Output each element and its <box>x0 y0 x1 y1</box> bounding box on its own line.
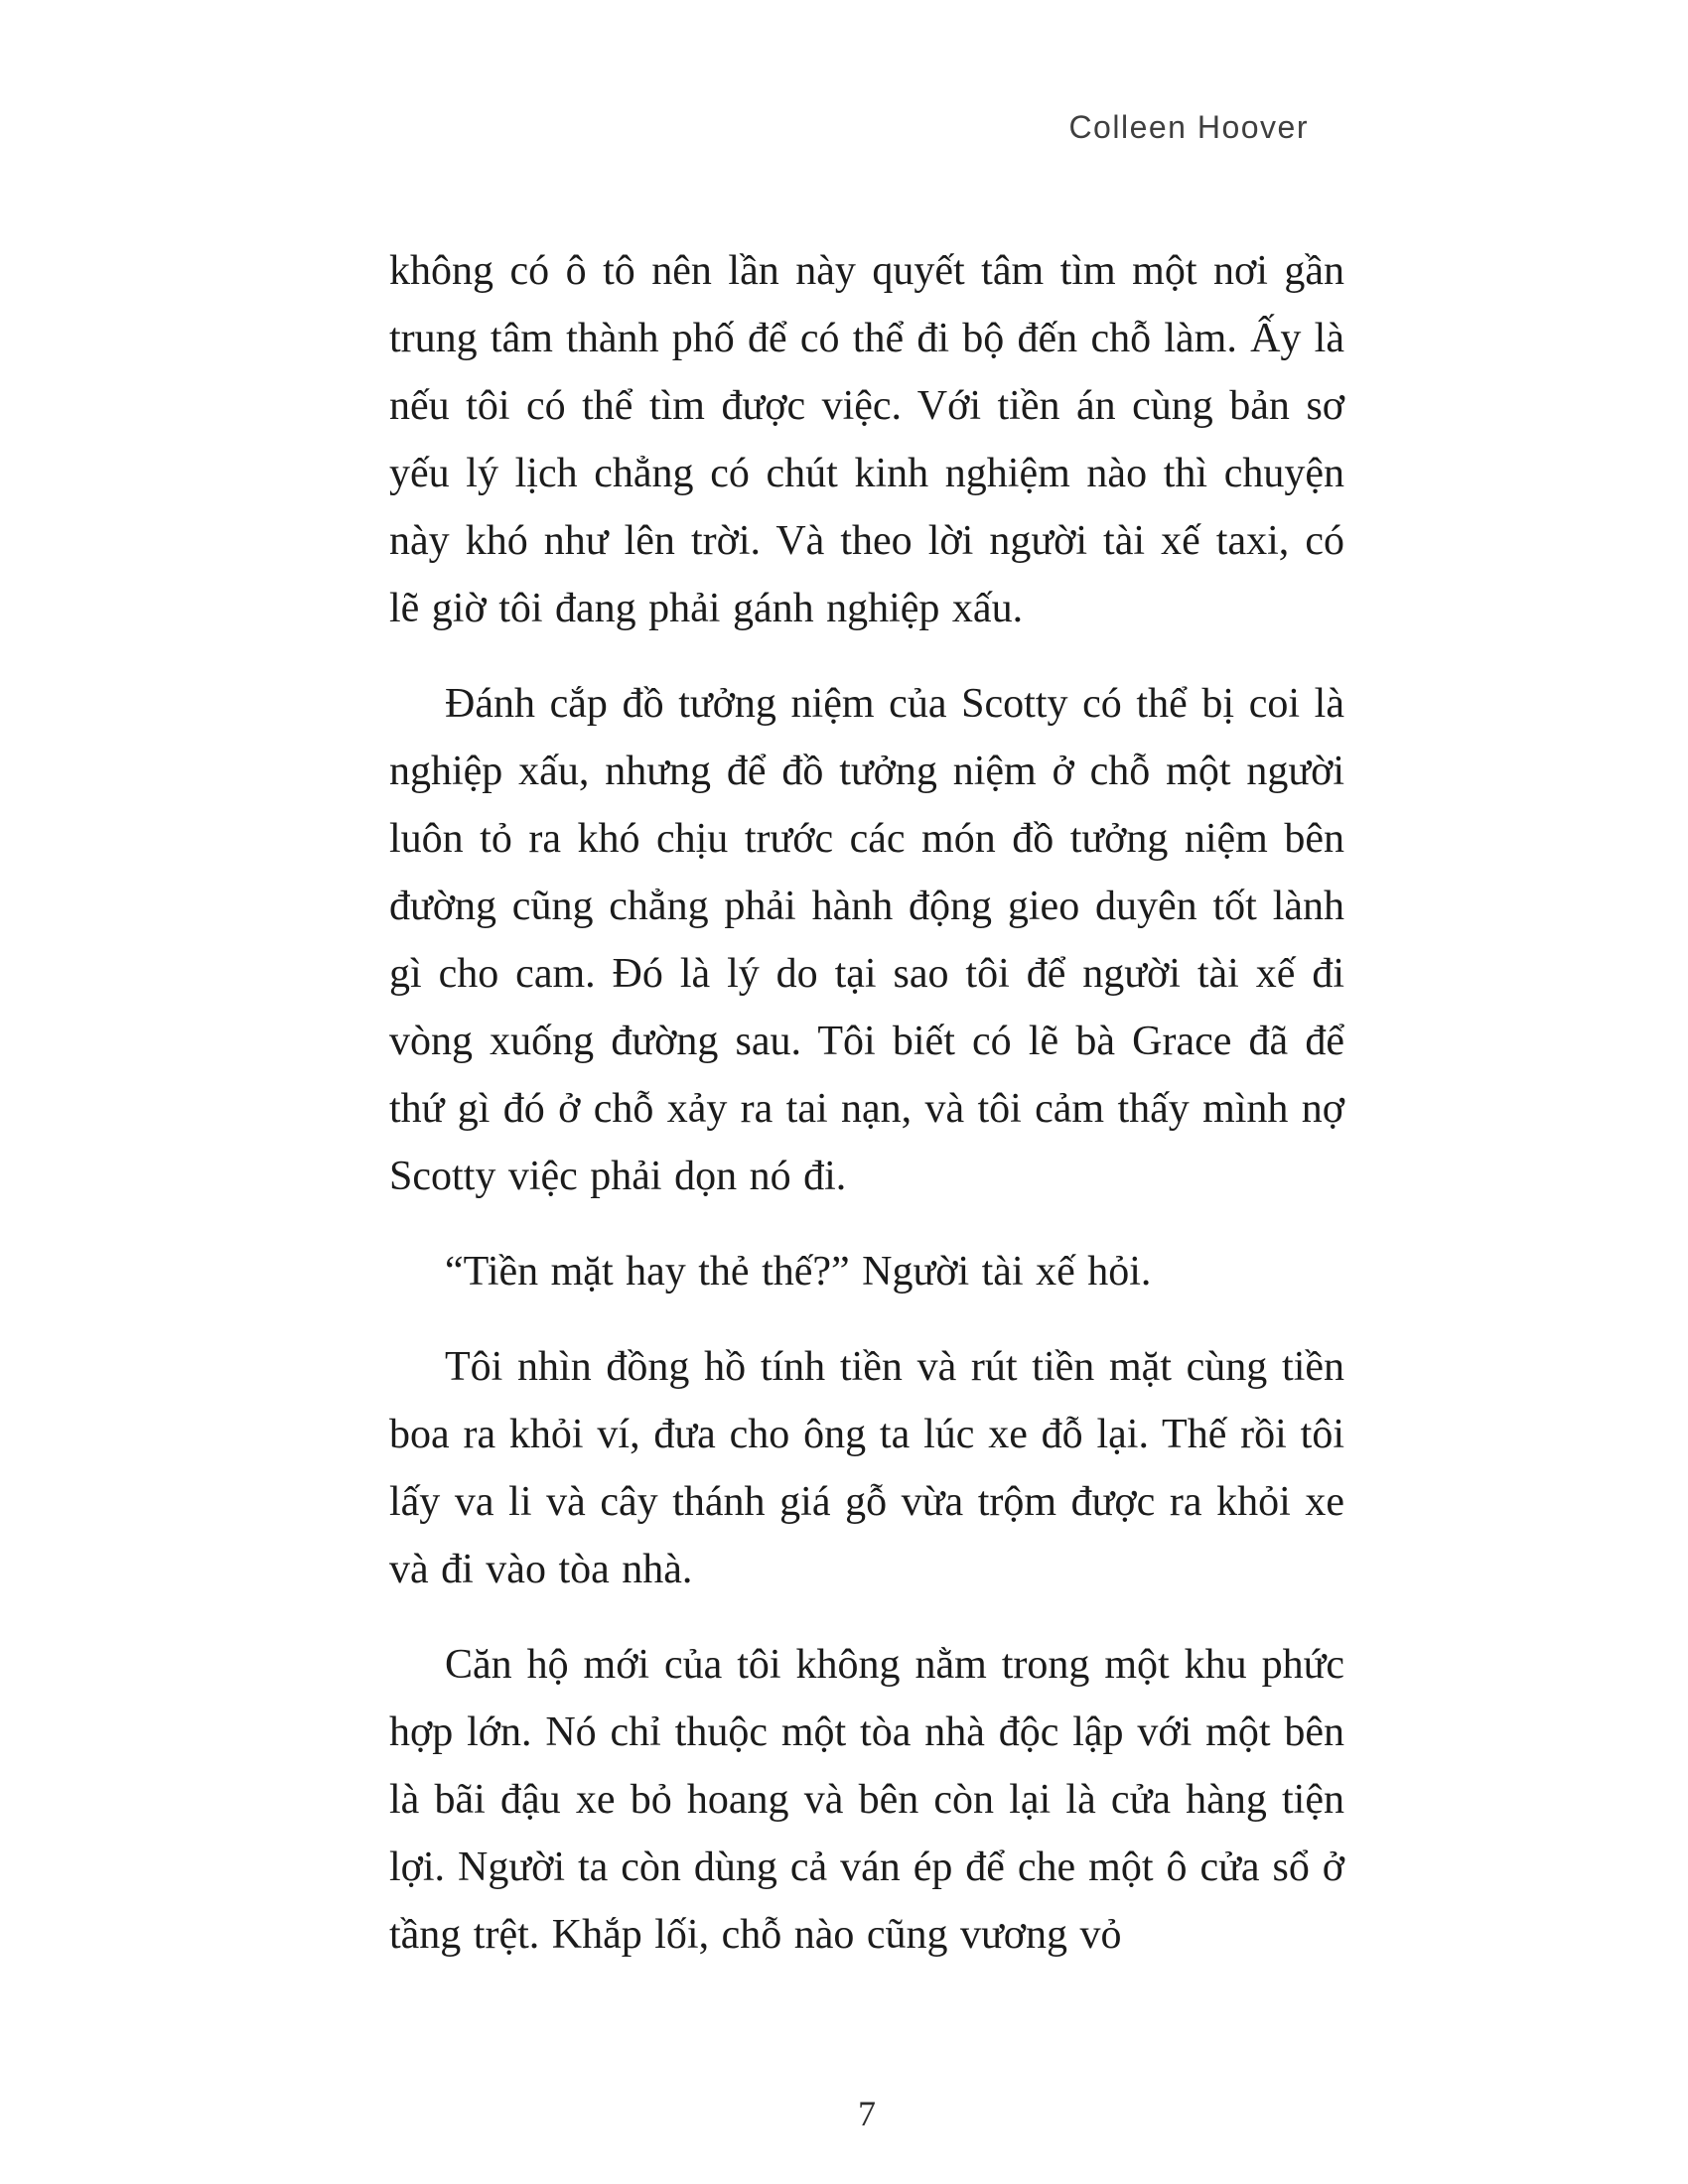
paragraph: không có ô tô nên lần này quyết tâm tìm một nơi gần trung tâm thành phố để có thể đi bộ đến chỗ làm. Ấy là nếu tôi có thể tìm được việc. Với tiền án cùng bản sơ yếu lý lịch chẳng có chút kinh nghiệm nào thì chuyện này khó như lên trời. Và theo lời người tài xế taxi, có lẽ giờ tôi đang phải gánh nghiệp xấu. <box>389 248 1344 631</box>
paragraph: Căn hộ mới của tôi không nằm trong một khu phức hợp lớn. Nó chỉ thuộc một tòa nhà độc lập với một bên là bãi đậu xe bỏ hoang và bên còn lại là cửa hàng tiện lợi. Người ta còn dùng cả ván ép để che một ô cửa sổ ở tầng trệt. Khắp lối, chỗ nào cũng vương vỏ <box>389 1642 1344 1958</box>
author-name: Colleen Hoover <box>1068 109 1309 145</box>
paragraph: Đánh cắp đồ tưởng niệm của Scotty có thể bị coi là nghiệp xấu, nhưng để đồ tưởng niệm ở chỗ một người luôn tỏ ra khó chịu trước các món đồ tưởng niệm bên đường cũng chẳng phải hành động gieo duyên tốt lành gì cho cam. Đó là lý do tại sao tôi để người tài xế đi vòng xuống đường sau. Tôi biết có lẽ bà Grace đã để thứ gì đó ở chỗ xảy ra tai nạn, và tôi cảm thấy mình nợ Scotty việc phải dọn nó đi. <box>389 681 1344 1199</box>
paragraph: “Tiền mặt hay thẻ thế?” Người tài xế hỏi. <box>445 1249 1152 1295</box>
page-number: 7 <box>858 2094 876 2133</box>
running-header <box>389 109 1344 146</box>
page-body <box>389 237 1344 1969</box>
text-column <box>389 109 1344 1996</box>
paragraph: Tôi nhìn đồng hồ tính tiền và rút tiền mặt cùng tiền boa ra khỏi ví, đưa cho ông ta lúc xe đỗ lại. Thế rồi tôi lấy va li và cây thánh giá gỗ vừa trộm được ra khỏi xe và đi vào tòa nhà. <box>389 1344 1344 1592</box>
